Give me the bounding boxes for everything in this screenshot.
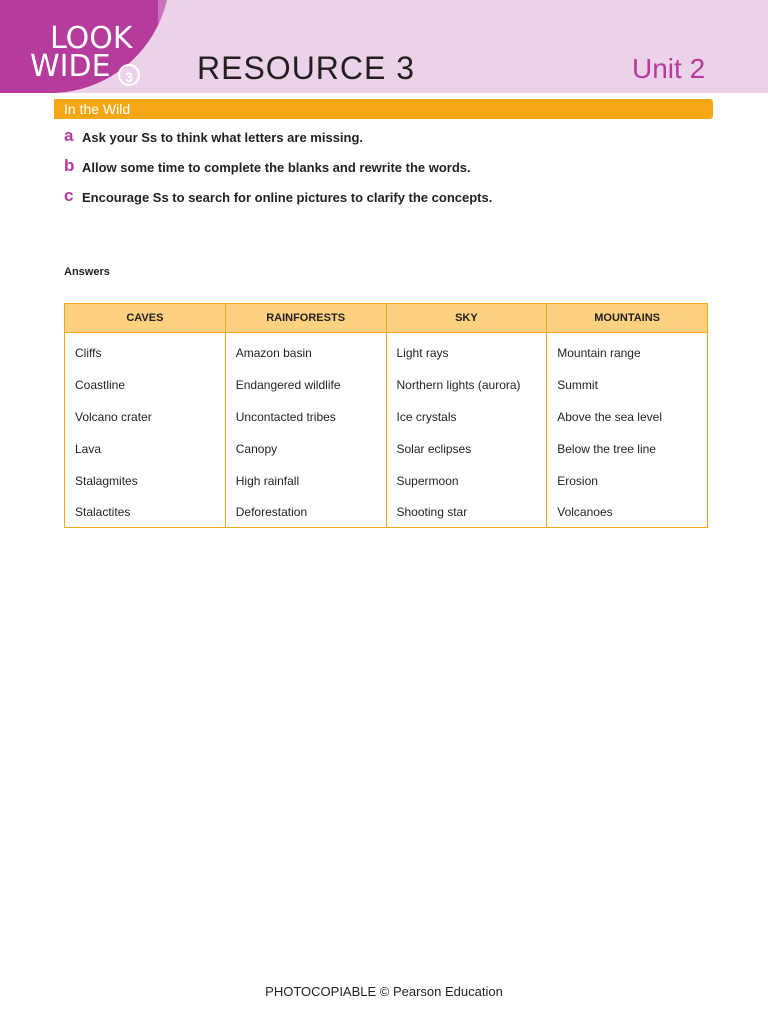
answers-label: Answers	[64, 266, 110, 278]
table-cell: Stalagmites	[65, 465, 226, 497]
footer-copyright: PHOTOCOPIABLE © Pearson Education	[265, 984, 503, 999]
section-title: In the Wild	[64, 101, 131, 117]
table-row	[65, 497, 708, 528]
table-cell: Amazon basin	[225, 333, 386, 370]
table-cell: Supermoon	[386, 465, 547, 497]
logo-level-badge: 3	[118, 64, 140, 86]
table-row	[65, 465, 708, 497]
table-cell: Stalactites	[65, 497, 226, 528]
table-cell: High rainfall	[225, 465, 386, 497]
instruction-letter: a	[64, 126, 74, 145]
table-cell: Deforestation	[225, 497, 386, 528]
table-row	[65, 401, 708, 433]
column-header-rainforests: RAINFORESTS	[225, 304, 386, 333]
column-header-sky: SKY	[386, 304, 547, 333]
table-cell: Uncontacted tribes	[225, 401, 386, 433]
table-cell: Cliffs	[65, 333, 226, 370]
answers-table	[64, 303, 708, 528]
unit-label: Unit 2	[632, 53, 706, 84]
table-cell: Canopy	[225, 433, 386, 465]
instruction-text: Allow some time to complete the blanks and rewrite the words.	[82, 160, 471, 175]
table-cell: Volcanoes	[547, 497, 708, 528]
table-cell: Ice crystals	[386, 401, 547, 433]
logo-text-look: LOOK	[50, 21, 133, 56]
instruction-letter: b	[64, 156, 75, 175]
table-row	[65, 333, 708, 370]
page-title: RESOURCE 3	[197, 50, 416, 86]
table-cell: Solar eclipses	[386, 433, 547, 465]
table-cell: Mountain range	[547, 333, 708, 370]
section-header	[54, 99, 713, 119]
table-cell: Endangered wildlife	[225, 369, 386, 401]
table-cell: Coastline	[65, 369, 226, 401]
table-cell: Summit	[547, 369, 708, 401]
table-cell: Volcano crater	[65, 401, 226, 433]
table-cell: Erosion	[547, 465, 708, 497]
table-cell: Northern lights (aurora)	[386, 369, 547, 401]
table-cell: Below the tree line	[547, 433, 708, 465]
table-header-row	[65, 304, 708, 333]
logo-text-wide: WIDE	[30, 49, 111, 84]
column-header-mountains: MOUNTAINS	[547, 304, 708, 333]
instruction-letter: c	[64, 186, 74, 205]
table-cell: Above the sea level	[547, 401, 708, 433]
table-cell: Light rays	[386, 333, 547, 370]
table-row	[65, 369, 708, 401]
table-cell: Shooting star	[386, 497, 547, 528]
table-row	[65, 433, 708, 465]
instruction-text: Ask your Ss to think what letters are missing.	[82, 130, 364, 145]
column-header-caves: CAVES	[65, 304, 226, 333]
instruction-text: Encourage Ss to search for online pictures to clarify the concepts.	[82, 190, 493, 205]
table-cell: Lava	[65, 433, 226, 465]
